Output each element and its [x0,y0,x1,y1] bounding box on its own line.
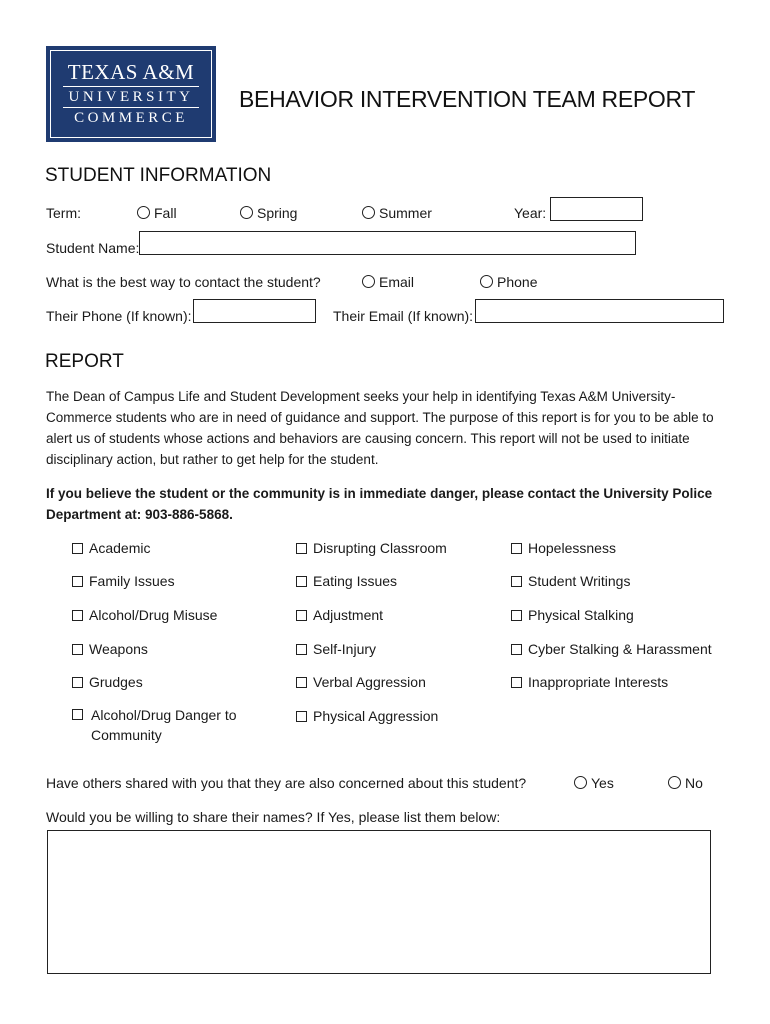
concern-hopelessness[interactable] [511,540,616,556]
logo-rule-top [63,86,199,87]
concern-self-injury[interactable] [296,641,376,657]
concern-label: Disrupting Classroom [313,540,447,556]
checkbox-icon [72,677,83,688]
others-concerned-question: Have others shared with you that they are also concerned about this student? [46,775,527,791]
logo-rule-middle [63,107,199,108]
concern-academic[interactable] [72,540,150,556]
checkbox-icon [511,576,522,587]
concern-label: Inappropriate Interests [528,674,669,690]
year-field[interactable] [550,197,643,221]
concern-cyber-stalking[interactable] [511,641,712,657]
checkbox-icon [296,610,307,621]
concern-physical-stalking[interactable] [511,607,634,623]
term-label: Term: [46,205,81,221]
concern-label: Grudges [89,674,143,690]
radio-circle-icon [668,776,681,789]
email-field[interactable] [475,299,724,323]
phone-field[interactable] [193,299,316,323]
term-summer-label: Summer [379,205,432,221]
concern-label: Alcohol/Drug Danger to Community [91,707,237,743]
checkbox-icon [296,711,307,722]
page-title: BEHAVIOR INTERVENTION TEAM REPORT [239,86,696,112]
logo-line-3: COMMERCE [74,110,188,126]
radio-circle-icon [574,776,587,789]
radio-circle-icon [362,206,375,219]
concern-label: Verbal Aggression [313,674,426,690]
danger-notice: If you believe the student or the community is in immediate danger, please contact the University Police Department at: 903-886-5868. [46,486,713,522]
others-no-radio[interactable] [668,775,703,791]
student-info-heading: STUDENT INFORMATION [45,165,272,186]
concern-grudges[interactable] [72,674,143,690]
concern-label: Academic [89,540,151,556]
share-names-question: Would you be willing to share their names? If Yes, please list them below: [46,809,501,825]
concern-alcohol-drug-danger[interactable] [72,705,242,745]
university-logo [46,46,216,142]
term-spring-radio[interactable] [240,205,297,221]
concern-label: Alcohol/Drug Misuse [89,607,218,623]
checkbox-icon [72,576,83,587]
concern-adjustment[interactable] [296,607,383,623]
email-label: Their Email (If known): [333,308,474,324]
concern-weapons[interactable] [72,641,148,657]
contact-question: What is the best way to contact the student? [46,274,321,290]
checkbox-icon [511,543,522,554]
checkbox-icon [296,576,307,587]
concern-label: Physical Stalking [528,607,634,623]
contact-email-label: Email [379,274,415,290]
student-name-field[interactable] [139,231,636,255]
report-heading: REPORT [45,351,124,372]
checkbox-icon [72,709,83,720]
report-intro-paragraph: The Dean of Campus Life and Student Development seeks your help in identifying Texas A&M University-Commerce students who are in need of guidance and support. The purpose of this report is for you to be able to alert us of students whose actions and behaviors are causing concern. This report will not be used to initiate disciplinary action, but rather to get help for the student. [46,389,714,467]
others-yes-label: Yes [591,775,614,791]
logo-line-2: UNIVERSITY [68,89,194,105]
radio-circle-icon [362,275,375,288]
year-label: Year: [514,205,547,221]
term-spring-label: Spring [257,205,298,221]
student-name-label: Student Name: [46,240,140,256]
concern-physical-aggression[interactable] [296,708,438,724]
contact-phone-label: Phone [497,274,538,290]
checkbox-icon [72,543,83,554]
concern-eating-issues[interactable] [296,573,397,589]
concern-label: Hopelessness [528,540,616,556]
concern-label: Self-Injury [313,641,377,657]
logo-line-1: TEXAS A&M [67,60,195,84]
term-fall-radio[interactable] [137,205,177,221]
concern-label: Cyber Stalking & Harassment [528,641,712,657]
concern-label: Student Writings [528,573,631,589]
concern-label: Eating Issues [313,573,398,589]
radio-circle-icon [240,206,253,219]
concern-family-issues[interactable] [72,573,175,589]
checkbox-icon [72,644,83,655]
checkbox-icon [511,677,522,688]
checkbox-icon [511,644,522,655]
concern-label: Weapons [89,641,148,657]
checkbox-icon [296,543,307,554]
concern-label: Adjustment [313,607,384,623]
concern-label: Physical Aggression [313,708,439,724]
contact-phone-radio[interactable] [480,274,537,290]
others-no-label: No [685,775,703,791]
concern-verbal-aggression[interactable] [296,674,426,690]
term-summer-radio[interactable] [362,205,432,221]
checkbox-icon [296,677,307,688]
others-yes-radio[interactable] [574,775,614,791]
checkbox-icon [511,610,522,621]
checkbox-icon [296,644,307,655]
phone-label: Their Phone (If known): [46,308,192,324]
radio-circle-icon [137,206,150,219]
concern-student-writings[interactable] [511,573,630,589]
names-textarea[interactable] [47,830,711,974]
concern-inappropriate-interests[interactable] [511,674,668,690]
concern-label: Family Issues [89,573,175,589]
concern-disrupting-classroom[interactable] [296,540,447,556]
checkbox-icon [72,610,83,621]
radio-circle-icon [480,275,493,288]
term-fall-label: Fall [154,205,177,221]
concern-alcohol-drug-misuse[interactable] [72,607,217,623]
contact-email-radio[interactable] [362,274,414,290]
